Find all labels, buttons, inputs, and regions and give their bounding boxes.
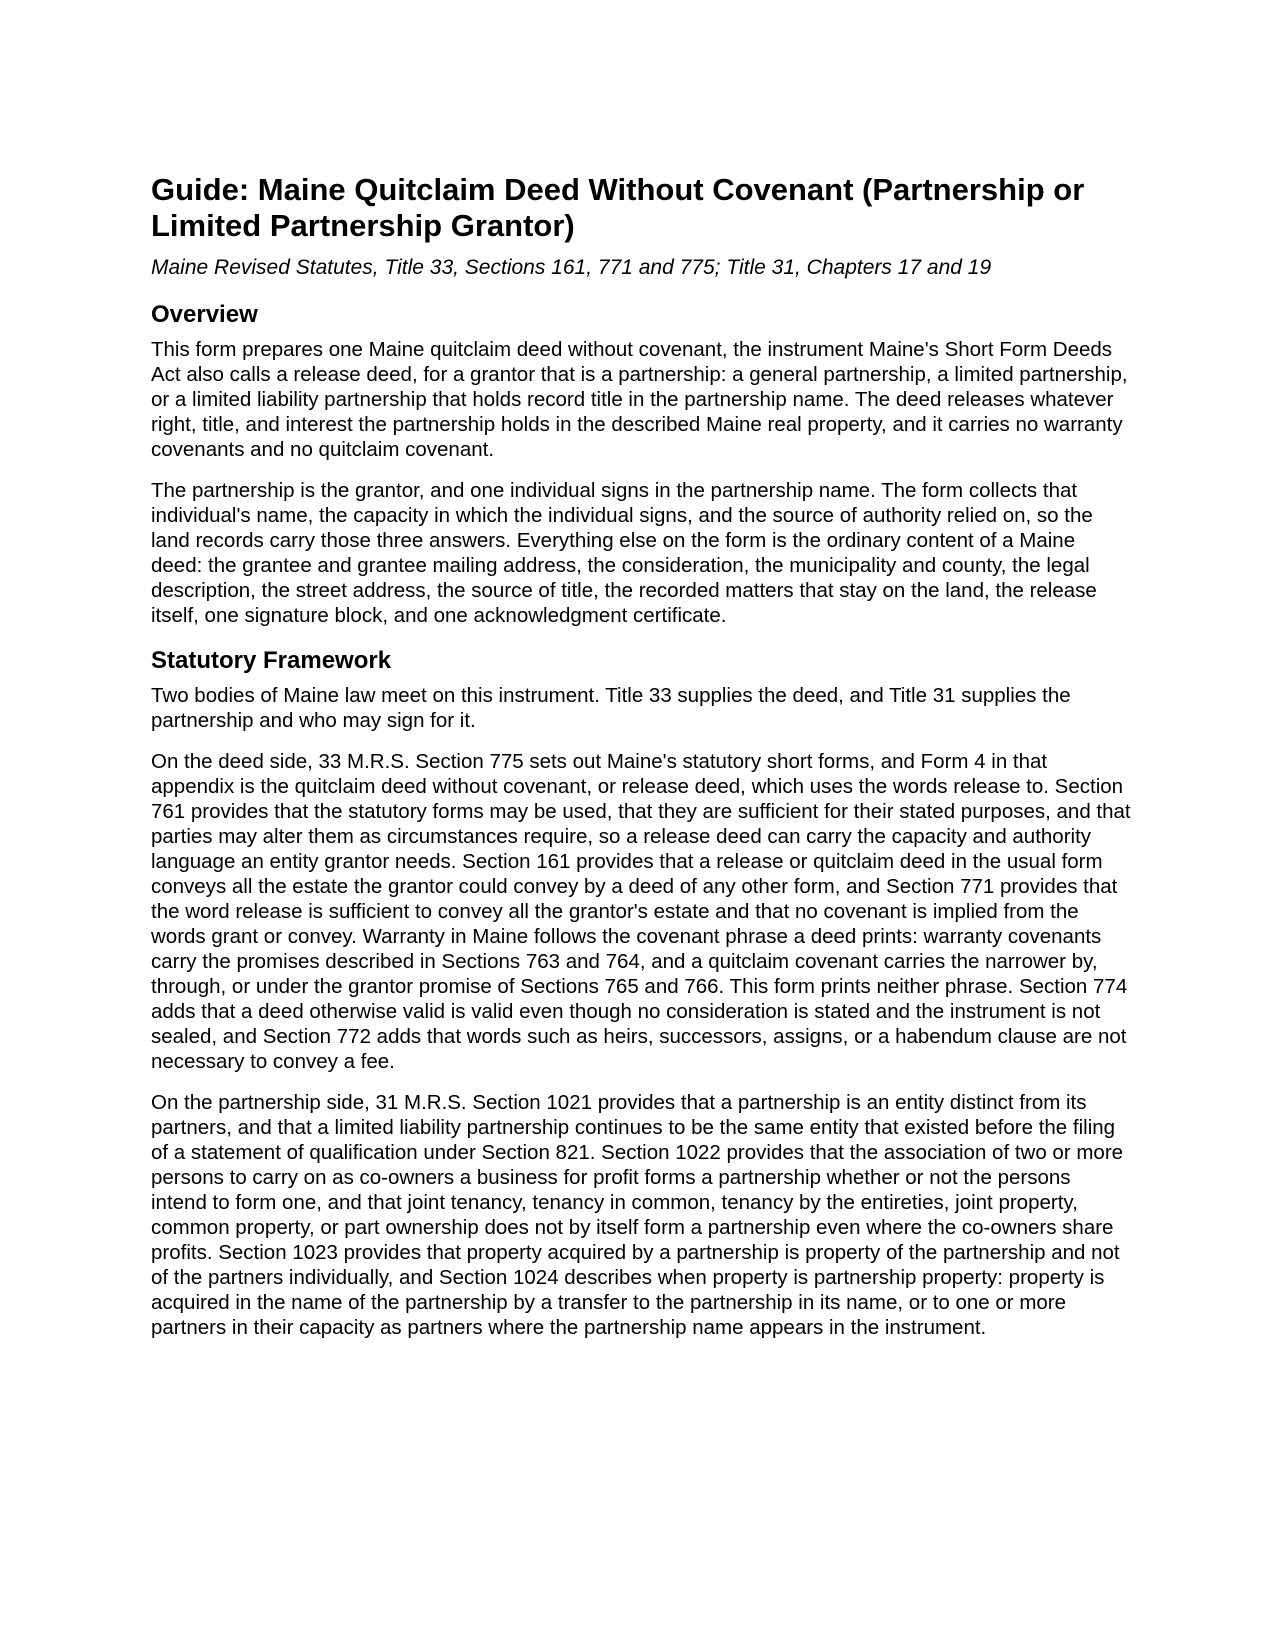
- document-title: Guide: Maine Quitclaim Deed Without Covenant (Partnership or Limited Partnership Grantor): [151, 172, 1085, 243]
- section-statutory-framework: [151, 647, 1131, 1340]
- paragraph: Two bodies of Maine law meet on this instrument. Title 33 supplies the deed, and Title 31 supplies the partnership and who may sign for it.: [151, 684, 1071, 732]
- document-subtitle: Maine Revised Statutes, Title 33, Sections 161, 771 and 775; Title 31, Chapters 17 and 19: [151, 256, 992, 279]
- document-page: [151, 172, 1131, 1356]
- section-overview: [151, 301, 1131, 628]
- paragraph: On the deed side, 33 M.R.S. Section 775 sets out Maine's statutory short forms, and Form 4 in that appendix is the quitclaim deed without covenant, or release deed, which uses the words release to. Section 761 provides that the statutory forms may be used, that they are sufficient for their stated purposes, and that parties may alter them as circumstances require, so a release deed can carry the capacity and authority language an entity grantor needs. Section 161 provides that a release or quitclaim deed in the usual form conveys all the estate the grantor could convey by a deed of any other form, and Section 771 provides that the word release is sufficient to convey all the grantor's estate and that no covenant is implied from the words grant or convey. Warranty in Maine follows the covenant phrase a deed prints: warranty covenants carry the promises described in Sections 763 and 764, and a quitclaim covenant carries the narrower by, through, or under the grantor promise of Sections 765 and 766. This form prints neither phrase. Section 774 adds that a deed otherwise valid is valid even though no consideration is stated and the instrument is not sealed, and Section 772 adds that words such as heirs, successors, assigns, or a habendum clause are not necessary to convey a fee.: [151, 750, 1131, 1073]
- paragraph: On the partnership side, 31 M.R.S. Section 1021 provides that a partnership is an entity distinct from its partners, and that a limited liability partnership continues to be the same entity that existed before the filing of a statement of qualification under Section 821. Section 1022 provides that the association of two or more persons to carry on as co-owners a business for profit forms a partnership whether or not the persons intend to form one, and that joint tenancy, tenancy in common, tenancy by the entireties, joint property, common property, or part ownership does not by itself form a partnership even where the co-owners share profits. Section 1023 provides that property acquired by a partnership is property of the partnership and not of the partners individually, and Section 1024 describes when property is partnership property: property is acquired in the name of the partnership by a transfer to the partnership in its name, or to one or more partners in their capacity as partners where the partnership name appears in the instrument.: [151, 1091, 1124, 1339]
- section-heading: Statutory Framework: [151, 647, 392, 674]
- paragraph: The partnership is the grantor, and one individual signs in the partnership name. The form collects that individual's name, the capacity in which the individual signs, and the source of authority relied on, so the land records carry those three answers. Everything else on the form is the ordinary content of a Maine deed: the grantee and grantee mailing address, the consideration, the municipality and county, the legal description, the street address, the source of title, the recorded matters that stay on the land, the release itself, one signature block, and one acknowledgment certificate.: [151, 479, 1097, 627]
- section-heading: Overview: [151, 301, 258, 328]
- paragraph: This form prepares one Maine quitclaim deed without covenant, the instrument Maine's Short Form Deeds Act also calls a release deed, for a grantor that is a partnership: a general partnership, a limited partnership, or a limited liability partnership that holds record title in the partnership name. The deed releases whatever right, title, and interest the partnership holds in the described Maine real property, and it carries no warranty covenants and no quitclaim covenant.: [151, 338, 1128, 461]
